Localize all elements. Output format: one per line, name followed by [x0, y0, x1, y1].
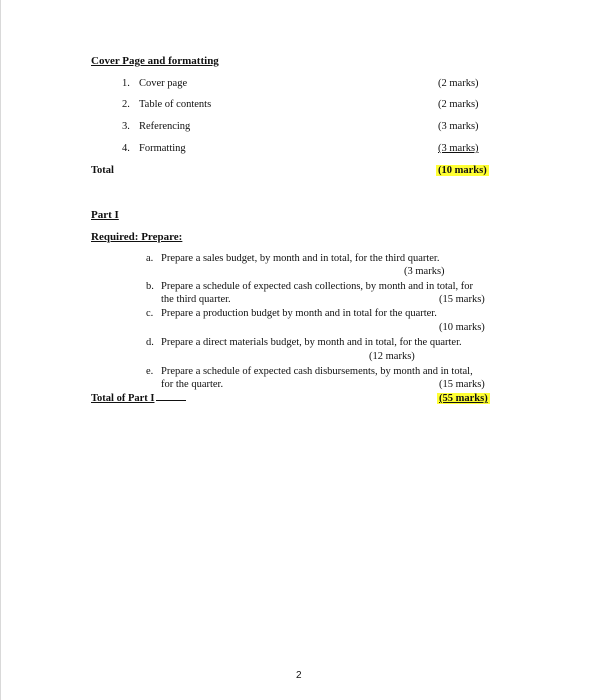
part-item-text: Prepare a sales budget, by month and in total, for the third quarter.	[161, 253, 440, 264]
part-item-text: Prepare a production budget by month and in total for the quarter.	[161, 308, 437, 319]
page-number: 2	[296, 670, 302, 681]
part-item-text: Prepare a direct materials budget, by month and in total, for the quarter.	[161, 337, 462, 348]
list-item-label: Formatting	[139, 143, 186, 154]
total-underline-rule	[156, 399, 186, 401]
list-item-number: 3.	[122, 121, 130, 132]
part-item-text-cont: the third quarter.	[161, 294, 231, 305]
list-item-number: 2.	[122, 99, 130, 110]
part-total-marks: (55 marks)	[439, 393, 488, 404]
part-item-letter: c.	[146, 308, 154, 319]
list-item-label: Table of contents	[139, 99, 212, 110]
part-item-marks: (12 marks)	[369, 351, 415, 362]
part-item-letter: b.	[146, 281, 154, 292]
part-item-text: Prepare a schedule of expected cash collections, by month and in total, for	[161, 281, 473, 292]
part-title: Part I	[91, 209, 119, 221]
part-item-letter: d.	[146, 337, 154, 348]
list-item-marks: (2 marks)	[438, 99, 479, 110]
required-heading: Required: Prepare:	[91, 231, 183, 243]
total-marks: (10 marks)	[438, 165, 487, 176]
part-item-letter: a.	[146, 253, 154, 264]
part-item-marks: (10 marks)	[439, 322, 485, 333]
part-total-label-text: Total of Part I	[91, 393, 155, 404]
part-item-marks: (15 marks)	[439, 294, 485, 305]
part-item-text: Prepare a schedule of expected cash disbursements, by month and in total,	[161, 366, 473, 377]
list-item-number: 1.	[122, 78, 130, 89]
section-title-cover-formatting: Cover Page and formatting	[91, 55, 219, 67]
part-item-letter: e.	[146, 366, 154, 377]
part-item-marks: (3 marks)	[404, 266, 445, 277]
total-label: Total	[91, 165, 114, 176]
part-item-text-cont: for the quarter.	[161, 379, 224, 390]
part-total-label	[91, 393, 186, 404]
list-item-marks: (3 marks)	[438, 121, 479, 132]
list-item-label: Referencing	[139, 121, 191, 132]
list-item-number: 4.	[122, 143, 130, 154]
list-item-marks: (2 marks)	[438, 78, 479, 89]
part-item-marks: (15 marks)	[439, 379, 485, 390]
list-item-label: Cover page	[139, 78, 188, 89]
list-item-marks: (3 marks)	[438, 143, 479, 154]
